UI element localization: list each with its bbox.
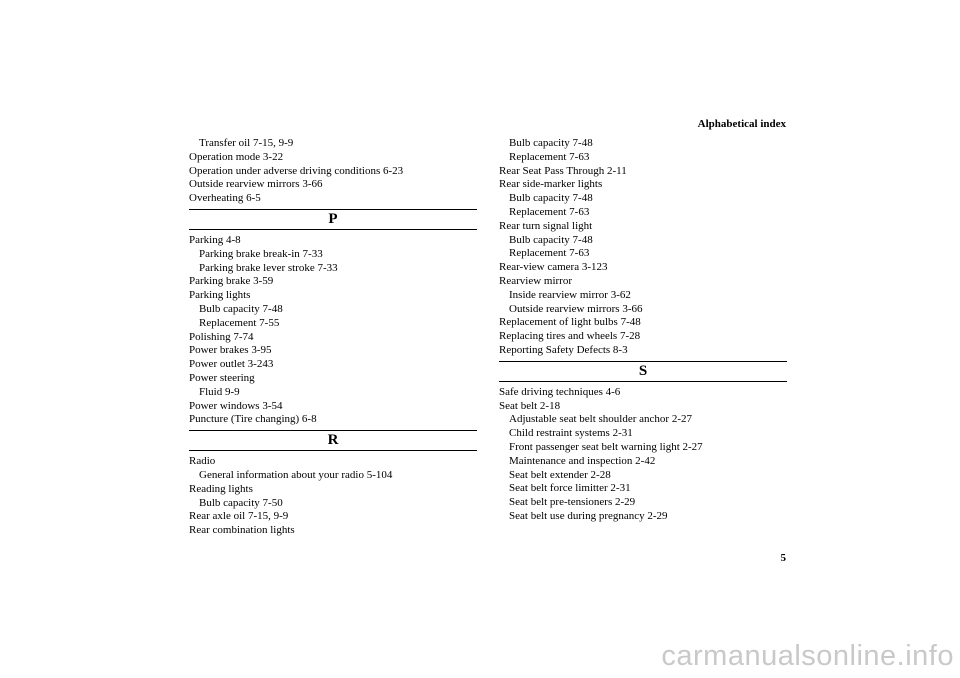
index-entry: Outside rearview mirrors 3-66: [189, 178, 323, 191]
watermark: carmanualsonline.info: [661, 640, 954, 672]
index-entry: Operation under adverse driving conditions 6-23: [189, 164, 404, 177]
page-header: Alphabetical index: [697, 118, 786, 130]
index-subentry: Outside rearview mirrors 3-66: [509, 302, 643, 315]
index-entry: Polishing 7-74: [189, 330, 254, 343]
index-subentry: Adjustable seat belt shoulder anchor 2-27: [509, 413, 692, 426]
index-entry: Parking 4-8: [189, 233, 241, 246]
index-entry: Parking lights: [189, 289, 251, 302]
index-subentry: Maintenance and inspection 2-42: [509, 454, 656, 467]
index-entry: Rear Seat Pass Through 2-11: [499, 164, 627, 177]
index-subentry: Bulb capacity 7-48: [199, 302, 283, 315]
index-entry: Power brakes 3-95: [189, 344, 272, 357]
index-subentry: Replacement 7-55: [199, 316, 280, 329]
index-entry: Reading lights: [189, 482, 253, 495]
index-subentry: Seat belt extender 2-28: [509, 468, 611, 481]
index-subentry: Bulb capacity 7-48: [509, 137, 593, 149]
section-heading-s: S: [499, 361, 787, 382]
index-entry: Rearview mirror: [499, 274, 572, 287]
index-entry: Radio: [189, 455, 216, 468]
index-entry: Power windows 3-54: [189, 399, 283, 412]
index-subentry: Seat belt use during pregnancy 2-29: [509, 509, 668, 522]
index-subentry: Replacement 7-63: [509, 150, 590, 163]
index-column-right: [499, 137, 787, 524]
index-subentry: Front passenger seat belt warning light 2-27: [509, 440, 703, 453]
index-subentry: Bulb capacity 7-48: [509, 192, 593, 205]
index-subentry: Replacement 7-63: [509, 205, 590, 218]
index-subentry: Bulb capacity 7-50: [199, 496, 283, 509]
index-subentry: Replacement 7-63: [509, 247, 590, 260]
index-entry: Puncture (Tire changing) 6-8: [189, 413, 317, 426]
index-subentry: Parking brake lever stroke 7-33: [199, 261, 338, 274]
section-heading-r: R: [189, 430, 477, 451]
index-subentry: Transfer oil 7-15, 9-9: [199, 137, 294, 149]
index-entry: Parking brake 3-59: [189, 275, 274, 288]
index-column-left: [189, 137, 477, 538]
index-subentry: Seat belt force limitter 2-31: [509, 482, 631, 495]
index-entry: Power outlet 3-243: [189, 358, 274, 371]
index-subentry: Parking brake break-in 7-33: [199, 247, 323, 260]
index-entry: Overheating 6-5: [189, 192, 261, 205]
page-number: 5: [780, 552, 786, 564]
index-entry: Reporting Safety Defects 8-3: [499, 343, 628, 356]
index-entry: Rear-view camera 3-123: [499, 261, 608, 274]
index-subentry: Child restraint systems 2-31: [509, 427, 633, 440]
index-entry: Operation mode 3-22: [189, 150, 284, 163]
index-subentry: Bulb capacity 7-48: [509, 233, 593, 246]
index-entry: Rear axle oil 7-15, 9-9: [189, 510, 289, 523]
index-entry: Rear side-marker lights: [499, 178, 603, 191]
index-subentry: Fluid 9-9: [199, 385, 240, 398]
index-subentry: General information about your radio 5-104: [199, 468, 393, 481]
index-entry: Rear turn signal light: [499, 219, 593, 232]
section-heading-p: P: [189, 209, 477, 230]
index-entry: Power steering: [189, 371, 255, 384]
index-entry: Safe driving techniques 4-6: [499, 385, 621, 398]
index-entry: Seat belt 2-18: [499, 399, 561, 412]
index-subentry: Seat belt pre-tensioners 2-29: [509, 496, 636, 509]
index-entry: Replacement of light bulbs 7-48: [499, 316, 641, 329]
index-entry: Rear combination lights: [189, 524, 295, 537]
index-entry: Replacing tires and wheels 7-28: [499, 330, 641, 343]
index-subentry: Inside rearview mirror 3-62: [509, 288, 631, 301]
